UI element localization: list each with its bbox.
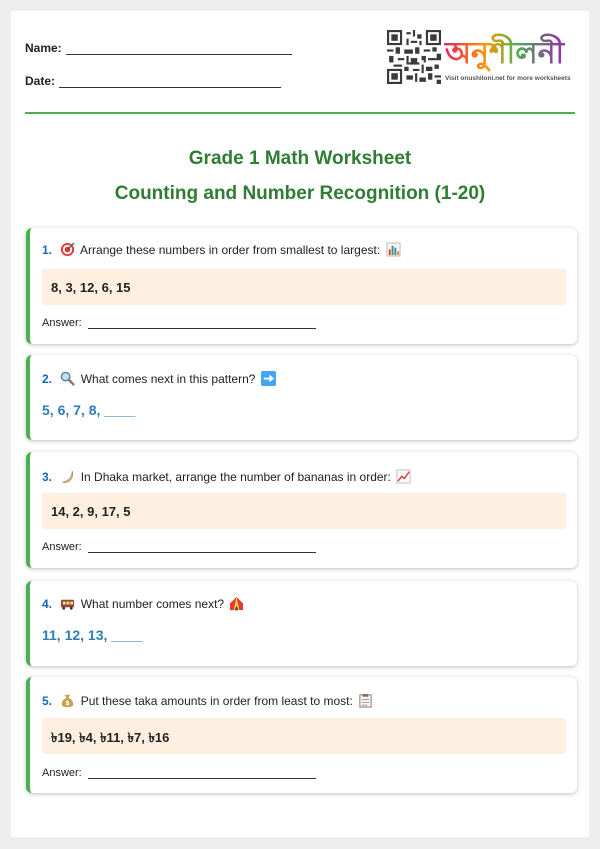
date-field: [25, 74, 281, 88]
question-card-3: [26, 452, 577, 568]
question-card-2: [26, 355, 577, 440]
name-blank-line[interactable]: [66, 42, 292, 55]
question-text-2: [42, 371, 278, 386]
logo-title-text: অনুশীলনী: [445, 36, 565, 71]
magnifier-icon: [60, 371, 75, 386]
answer-row-1: [42, 317, 316, 329]
numbers-box-1: [42, 269, 566, 305]
question-prompt: What number comes next?: [80, 597, 225, 611]
question-text-5: [42, 693, 375, 708]
answer-row-3: [42, 541, 316, 553]
question-text-3: [42, 469, 413, 484]
train-icon: [60, 596, 75, 611]
answer-line[interactable]: [88, 318, 316, 329]
answer-label: Answer:: [42, 541, 82, 553]
question-prompt: What comes next in this pattern?: [80, 372, 256, 386]
question-text-1: [42, 242, 403, 257]
question-number: 3.: [42, 470, 53, 484]
answer-line[interactable]: [88, 768, 316, 779]
name-field: [25, 41, 292, 55]
question-number: 4.: [42, 597, 53, 611]
answer-label: Answer:: [42, 767, 82, 779]
answer-line[interactable]: [88, 542, 316, 553]
numbers-list: 8, 3, 12, 6, 15: [51, 280, 131, 295]
direct-hit-icon: [60, 242, 75, 257]
qr-code-icon: [387, 30, 441, 84]
numbers-list: 14, 2, 9, 17, 5: [51, 504, 131, 519]
question-card-4: [26, 581, 577, 666]
question-card-5: [26, 677, 577, 793]
numbers-box-3: [42, 493, 566, 529]
worksheet-page: [11, 11, 589, 837]
site-logo: [443, 25, 575, 87]
question-number: 2.: [42, 372, 53, 386]
question-text-4: [42, 596, 246, 611]
answer-row-5: [42, 767, 316, 779]
banana-icon: [60, 469, 75, 484]
pattern-sequence: 5, 6, 7, 8, ____: [42, 402, 136, 418]
worksheet-subtitle: Counting and Number Recognition (1-20): [114, 183, 486, 204]
date-blank-line[interactable]: [59, 75, 281, 88]
question-card-1: [26, 228, 577, 344]
worksheet-title: Grade 1 Math Worksheet: [188, 148, 412, 169]
svg-text:$: $: [65, 699, 71, 708]
question-number: 1.: [42, 243, 53, 257]
clipboard-icon: [358, 693, 373, 708]
question-number: 5.: [42, 694, 53, 708]
line-chart-icon: [396, 469, 411, 484]
right-arrow-icon: [261, 371, 276, 386]
header-divider: [25, 112, 575, 114]
question-prompt: In Dhaka market, arrange the number of bananas in order:: [80, 470, 391, 484]
logo-wordmark: [443, 25, 575, 75]
name-label: Name:: [25, 41, 62, 55]
bar-chart-icon: [386, 242, 401, 257]
date-label: Date:: [25, 74, 56, 88]
answer-label: Answer:: [42, 317, 82, 329]
numbers-box-5: [42, 718, 566, 754]
question-prompt: Put these taka amounts in order from least to most:: [80, 694, 353, 708]
question-prompt: Arrange these numbers in order from smallest to largest:: [80, 243, 381, 257]
numbers-list: ৳19, ৳4, ৳11, ৳7, ৳16: [51, 730, 170, 745]
money-bag-icon: [60, 693, 75, 708]
pattern-sequence: 11, 12, 13, ____: [42, 627, 143, 643]
logo-subtitle: Visit onushiloni.net for more worksheets: [445, 75, 571, 82]
circus-tent-icon: [229, 596, 244, 611]
